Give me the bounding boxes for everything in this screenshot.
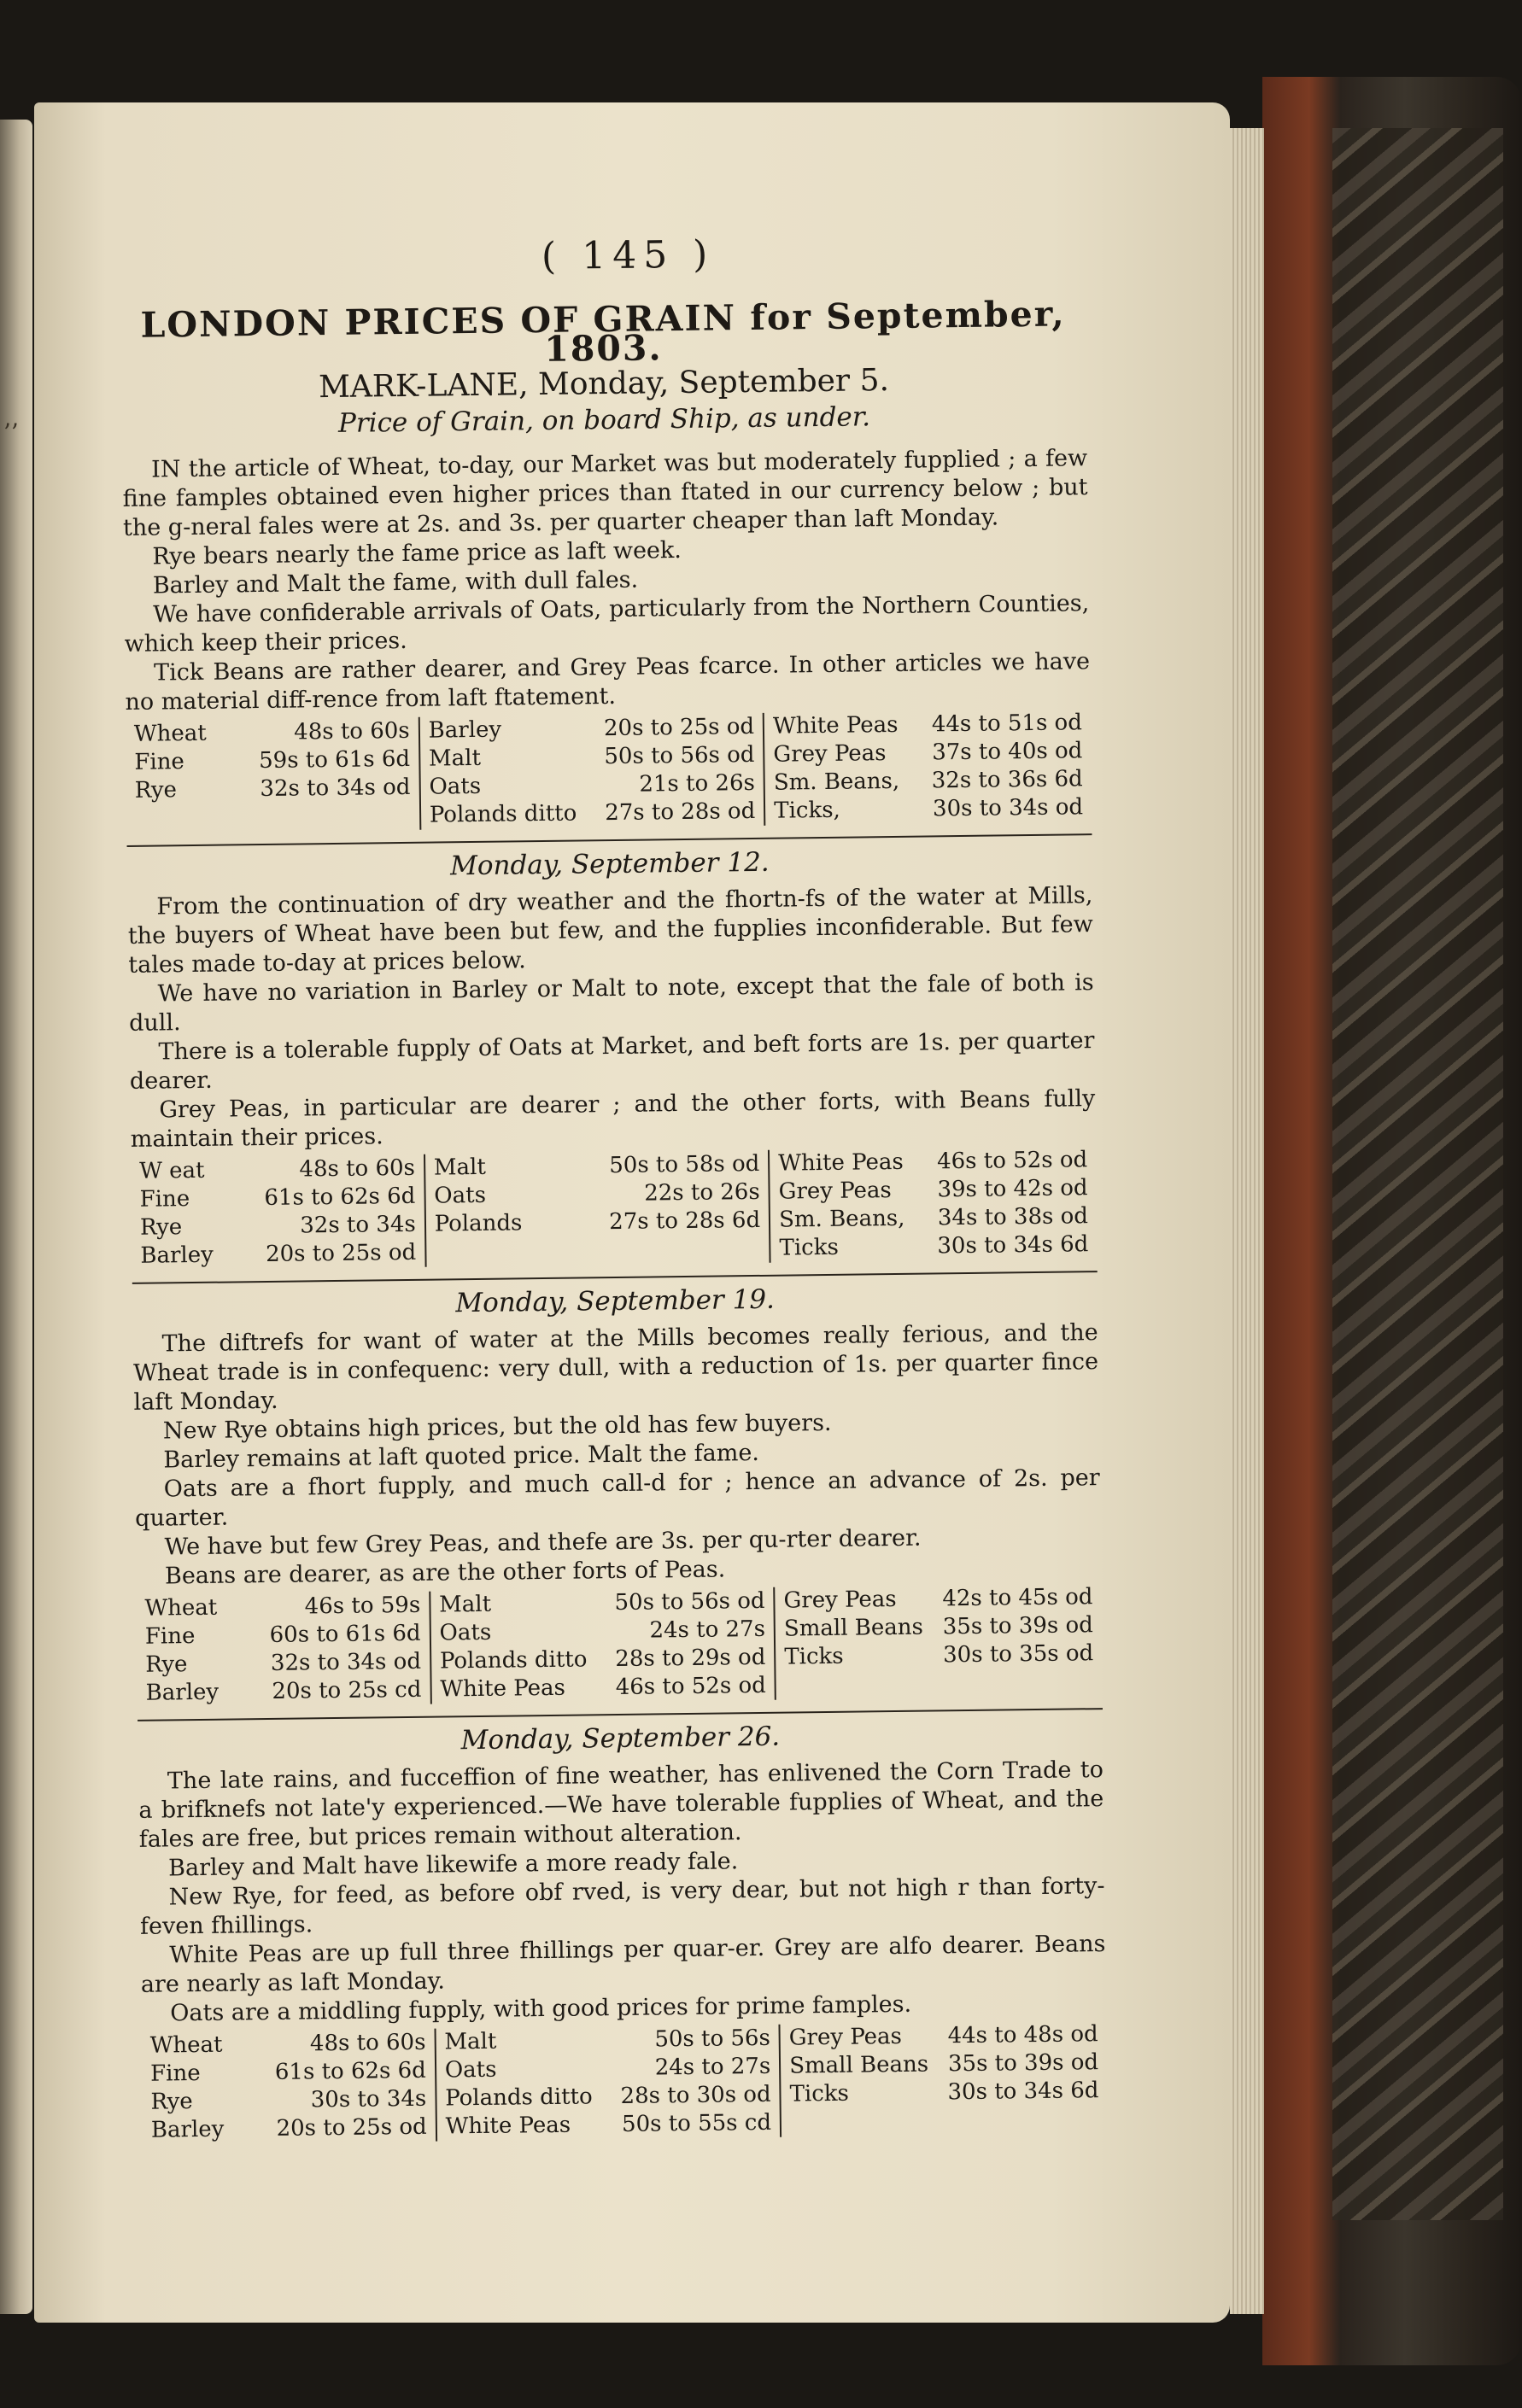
grain-name: White Peas <box>440 1674 566 1703</box>
grain-name: Rye <box>134 777 178 804</box>
grain-price: 20s to 25s od <box>603 713 755 742</box>
report-paragraph: IN the article of Wheat, to-day, our Market was but moderately fupplied ; a few fine famples obtained even higher prices than ftated in our currency below ; but the g-neral fales were at 2s. and 3s. per quarter cheaper than laft Monday. <box>122 445 1088 541</box>
price-row <box>784 1639 1093 1671</box>
report-paragraph: Oats are a middling fupply, with good prices for prime famples. <box>170 1990 912 2027</box>
price-row <box>444 2025 770 2057</box>
grain-price: 27s to 28s 6d <box>609 1207 761 1236</box>
grain-name: Rye <box>145 1651 188 1678</box>
price-row <box>150 2029 426 2060</box>
price-row <box>145 1620 421 1651</box>
grain-price: 27s to 28s od <box>605 798 756 827</box>
grain-price: 20s to 25s od <box>276 2113 427 2142</box>
grain-price: 46s to 59s <box>304 1592 421 1620</box>
price-column <box>434 2025 780 2142</box>
grain-price: 50s to 56s <box>654 2025 770 2053</box>
price-row <box>135 774 411 805</box>
grain-name: Barley <box>150 2116 225 2143</box>
grain-name: Malt <box>428 745 482 772</box>
grain-price: 20s to 25s od <box>265 1239 417 1267</box>
report-paragraph: Tick Beans are rather dearer, and Grey Peas fcarce. In other articles we have no material diff-rence from laft ftatement. <box>125 648 1091 716</box>
market-reports <box>122 444 1108 2145</box>
price-row <box>145 1676 421 1708</box>
price-row <box>439 1616 765 1648</box>
grain-price: 21s to 26s <box>639 769 756 798</box>
grain-name: Grey Peas <box>783 1587 897 1614</box>
grain-price: 35s to 39s od <box>947 2049 1099 2078</box>
grain-name: Ticks, <box>774 797 841 824</box>
grain-price: 24s to 27s <box>654 2053 771 2081</box>
section-heading: Monday, September 19. <box>455 1283 776 1319</box>
price-row <box>440 1672 766 1704</box>
price-row <box>435 1207 761 1239</box>
grain-name: Polands ditto <box>439 1646 588 1674</box>
price-row <box>789 2077 1098 2108</box>
price-column <box>763 709 1092 826</box>
price-row <box>139 1154 415 1186</box>
page-title: LONDON PRICES OF GRAIN for September, 1803. <box>140 293 1066 370</box>
price-row <box>144 1592 420 1623</box>
grain-price: 50s to 56s od <box>614 1587 765 1616</box>
grain-price: 44s to 51s od <box>931 710 1083 738</box>
grain-name: White Peas <box>445 2112 571 2140</box>
grain-name: Oats <box>434 1182 487 1209</box>
price-row <box>434 1150 760 1183</box>
report-section <box>127 833 1098 1271</box>
report-paragraph: From the continuation of dry weather and the fhortn-fs of the water at Mills, the buyers of Wheat have been but few, and the fupplies inconfiderable. But few tales made to-day at prices below. <box>127 882 1093 979</box>
grain-name: Grey Peas <box>788 2023 903 2051</box>
report-paragraph: White Peas are up full three fhillings per quar-er. Grey are alfo dearer. Beans are nearly as laft Monday. <box>140 1931 1106 1998</box>
price-table <box>131 1146 1098 1271</box>
price-row <box>134 745 410 777</box>
price-row <box>779 1230 1088 1262</box>
report-paragraph: We have confiderable arrivals of Oats, particularly from the Northern Counties, which keep their prices. <box>124 590 1090 658</box>
price-column <box>126 717 419 833</box>
grain-price: 44s to 48s od <box>947 2021 1098 2049</box>
price-row <box>429 741 755 774</box>
grain-name: Rye <box>139 1214 183 1241</box>
price-column <box>779 2020 1108 2137</box>
grain-price: 35s to 39s od <box>942 1612 1093 1640</box>
grain-price: 30s to 34s 6d <box>947 2078 1099 2106</box>
grain-name: Barley <box>145 1679 220 1706</box>
price-row <box>430 798 756 830</box>
grain-name: Barley <box>140 1242 214 1269</box>
report-paragraph: Oats are a fhort fupply, and much call-d for ; hence an advance of 2s. per quarter. <box>134 1464 1100 1532</box>
report-paragraph: Barley and Malt the fame, with dull fales. <box>152 566 639 599</box>
page-number: ( 145 ) <box>541 232 715 278</box>
grain-price: 48s to 60s <box>299 1154 416 1183</box>
grain-name: Oats <box>444 2056 497 2084</box>
grain-name: White Peas <box>772 711 899 739</box>
grain-price: 48s to 60s <box>294 717 410 745</box>
price-row <box>774 793 1083 825</box>
price-row <box>445 2109 771 2142</box>
grain-price: 32s to 34s od <box>260 774 411 803</box>
price-row <box>134 717 410 749</box>
grain-price: 20s to 25s cd <box>272 1676 422 1704</box>
price-row <box>140 1239 416 1271</box>
grain-name: Ticks <box>789 2080 850 2107</box>
page-edges <box>1230 128 1264 2314</box>
marbled-endpaper <box>1332 128 1503 2220</box>
grain-price: 30s to 35s od <box>942 1640 1094 1669</box>
grain-price: 32s to 34s od <box>270 1648 422 1676</box>
grain-name: Sm. Beans, <box>778 1205 905 1233</box>
grain-name: Wheat <box>133 720 207 747</box>
grain-price: 60s to 61s 6d <box>269 1620 421 1648</box>
grain-name: Ticks <box>779 1234 840 1261</box>
price-column <box>131 1154 424 1271</box>
report-paragraph: The diftrefs for want of water at the Mills becomes really ferious, and the Wheat trade is in confequenc: very dull, with a reduction of 1s. per quarter fince laft Monday. <box>132 1319 1099 1416</box>
grain-price: 37s to 40s od <box>932 738 1083 766</box>
price-table <box>126 709 1092 833</box>
grain-price: 28s to 29s od <box>615 1644 766 1673</box>
grain-price: 30s to 34s <box>310 2085 427 2113</box>
price-column <box>136 1592 430 1708</box>
grain-price: 28s to 30s od <box>620 2081 771 2109</box>
price-row <box>439 1587 765 1620</box>
price-row <box>428 713 754 745</box>
price-row <box>779 1174 1088 1206</box>
page-subtitle-2: Price of Grain, on board Ship, as under. <box>337 401 871 439</box>
grain-name: Grey Peas <box>773 740 887 768</box>
grain-name: Oats <box>429 773 482 800</box>
grain-price: 59s to 61s 6d <box>258 745 411 774</box>
grain-name: Small Beans <box>789 2051 929 2079</box>
price-row <box>789 2020 1098 2052</box>
report-paragraph: We have but few Grey Peas, and thefe are 3s. per qu-rter dearer. <box>164 1524 922 1561</box>
price-row <box>429 769 755 802</box>
price-row <box>784 1611 1093 1643</box>
price-row <box>140 1211 416 1242</box>
report-paragraph: Beans are dearer, as are the other forts of Peas. <box>164 1556 726 1590</box>
price-column <box>768 1146 1097 1263</box>
grain-name: Fine <box>139 1186 190 1213</box>
price-row <box>783 1583 1092 1615</box>
grain-name: Polands ditto <box>429 800 577 828</box>
price-row <box>774 765 1083 797</box>
grain-name: Oats <box>439 1619 492 1646</box>
grain-name: Grey Peas <box>778 1178 892 1205</box>
grain-name: Polands <box>434 1210 523 1237</box>
grain-price: 48s to 60s <box>309 2029 426 2057</box>
grain-price: 61s to 62s 6d <box>274 2057 427 2085</box>
grain-price: 34s to 38s od <box>937 1203 1089 1231</box>
price-column <box>429 1587 775 1704</box>
page-subtitle: MARK-LANE, Monday, September 5. <box>318 363 890 406</box>
grain-price: 30s to 34s od <box>932 794 1084 822</box>
price-row <box>773 709 1082 740</box>
price-row <box>778 1146 1087 1178</box>
grain-name: Small Beans <box>783 1614 924 1642</box>
price-column <box>418 713 764 830</box>
grain-name: White Peas <box>778 1148 904 1177</box>
price-column <box>773 1583 1102 1700</box>
facing-page-edge <box>0 120 32 2314</box>
price-row <box>440 1644 766 1676</box>
price-column <box>142 2029 436 2145</box>
grain-price: 32s to 36s 6d <box>931 766 1083 794</box>
grain-name: Sm. Beans, <box>773 768 900 796</box>
report-paragraph: Rye bears nearly the fame price as laft week. <box>152 536 682 570</box>
price-row <box>139 1183 415 1214</box>
section-heading: Monday, September 12. <box>449 846 770 882</box>
price-row <box>445 2081 771 2113</box>
report-paragraph: New Rye, for feed, as before obf rved, is very dear, but not high r than forty-feven fhillings. <box>139 1873 1105 1940</box>
report-paragraph: The late rains, and fucceffion of fine weather, has enlivened the Corn Trade to a brifknefs not late'y experienced.—We have tolerable fupplies of Wheat, and the fales are free, but prices remain without alteration. <box>138 1756 1104 1853</box>
report-paragraph: Barley remains at laft quoted price. Malt the fame. <box>163 1439 760 1474</box>
page-content <box>120 232 1108 2145</box>
report-paragraph: Grey Peas, in particular are dearer ; and the other forts, with Beans fully maintain their prices. <box>130 1085 1096 1153</box>
report-section <box>122 444 1092 833</box>
grain-price: 61s to 62s 6d <box>264 1183 416 1212</box>
grain-name: Malt <box>433 1154 486 1181</box>
report-paragraph: New Rye obtains high prices, but the old has few buyers. <box>162 1409 832 1445</box>
price-row <box>779 1202 1088 1234</box>
grain-name: Rye <box>150 2089 193 2115</box>
grain-name: Barley <box>428 716 502 744</box>
grain-price: 50s to 58s od <box>609 1150 760 1179</box>
price-row <box>150 2085 426 2117</box>
report-paragraph: Barley and Malt have likewife a more ready fale. <box>168 1848 739 1882</box>
grain-price: 50s to 55s cd <box>621 2109 772 2137</box>
grain-name: Fine <box>149 2060 201 2087</box>
grain-price: 22s to 26s <box>644 1178 760 1207</box>
grain-price: 42s to 45s od <box>942 1584 1093 1612</box>
report-section <box>132 1271 1103 1708</box>
grain-price: 50s to 56s od <box>604 741 755 770</box>
grain-name: Wheat <box>149 2031 223 2059</box>
report-section <box>138 1708 1108 2145</box>
grain-price: 24s to 27s <box>649 1616 766 1644</box>
price-row <box>445 2053 771 2085</box>
section-heading: Monday, September 26. <box>460 1721 781 1756</box>
grain-price: 39s to 42s od <box>937 1175 1088 1203</box>
grain-name: Malt <box>438 1591 492 1618</box>
grain-name: Fine <box>144 1623 196 1650</box>
report-paragraph: There is a tolerable fupply of Oats at Market, and beft forts are 1s. per quarter dearer. <box>129 1027 1095 1095</box>
grain-price: 46s to 52s od <box>615 1672 766 1701</box>
price-row <box>151 2113 427 2145</box>
grain-name: W eat <box>139 1157 205 1184</box>
price-table <box>136 1583 1103 1708</box>
grain-name: Polands ditto <box>445 2084 593 2112</box>
grain-name: Ticks <box>784 1643 844 1670</box>
grain-price: 30s to 34s 6d <box>937 1231 1089 1260</box>
grain-name: Malt <box>444 2028 497 2055</box>
grain-price: 32s to 34s <box>300 1211 416 1239</box>
grain-name: Wheat <box>144 1594 218 1622</box>
grain-name: Fine <box>134 749 185 775</box>
facing-page-fragment: ’’ <box>3 418 19 447</box>
price-row <box>145 1648 421 1680</box>
price-table <box>142 2020 1109 2145</box>
grain-price: 46s to 52s od <box>936 1147 1088 1175</box>
price-row <box>773 737 1082 769</box>
price-row <box>434 1178 760 1211</box>
price-row <box>789 2049 1098 2080</box>
price-row <box>150 2057 426 2089</box>
price-column <box>424 1150 770 1267</box>
report-paragraph: We have no variation in Barley or Malt to note, except that the fale of both is dull. <box>128 969 1094 1037</box>
